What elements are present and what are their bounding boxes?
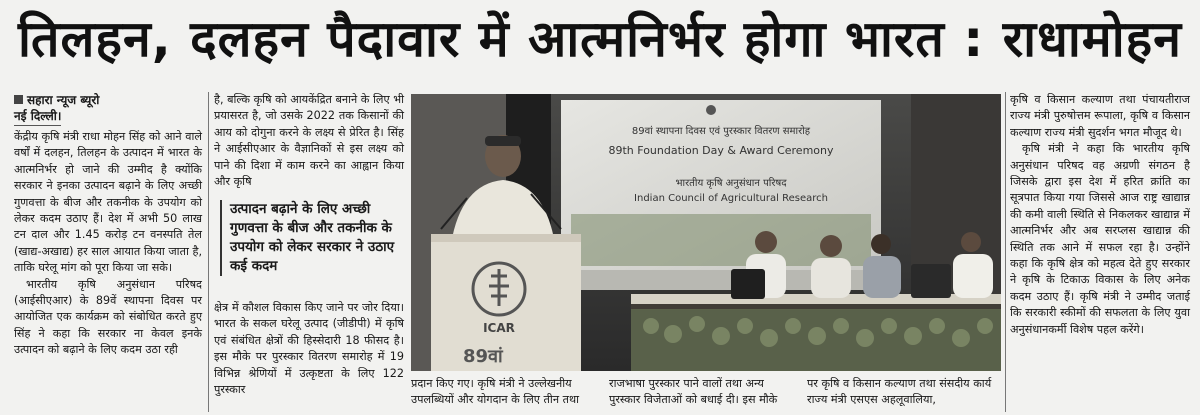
caption-1: प्रदान किए गए। कृषि मंत्री ने उल्लेखनीय उपलब्धियों और योगदान के लिए तीन तथा [411, 377, 580, 406]
podium [431, 234, 581, 371]
photo-illustration [411, 94, 1001, 371]
column-divider-3 [1005, 92, 1006, 412]
banner-line-3: भारतीय कृषि अनुसंधान परिषद [675, 178, 787, 189]
banner-line-2: 89th Foundation Day & Award Ceremony [608, 144, 834, 157]
podium-logo-text: ICAR [483, 321, 515, 335]
event-photo [411, 94, 1001, 371]
banner-line-1: 89वां स्थापना दिवस एवं पुरस्कार वितरण समारोह [631, 126, 811, 137]
banner-line-4: Indian Council of Agricultural Research [634, 193, 828, 204]
col1-paragraph-1: केंद्रीय कृषि मंत्री राधा मोहन सिंह को आने वाले वर्षों में दलहन, तिलहन के उत्पादन में भारत के आत्मनिर्भर हो जाने की उम्मीद है क्योंकि सरकार ने इनका उत्पादन बढ़ाने के लिए अच्छी गुणवत्ता के बीज और तकनीक के उपयोग को लेकर कदम उठाए हैं। देश में अभी 50 लाख टन दाल और 1.45 करोड़ टन वनस्पति तेल (खाद्य-अखाद्य) हर साल आयात किया जाता है, ताकि घरेलू मांग को पूरा किया जा सके। [14, 130, 202, 275]
caption-3: पर कृषि व किसान कल्याण तथा संसदीय कार्य राज्य मंत्री एसएस अहलूवालिया, [807, 377, 992, 406]
headline: तिलहन, दलहन पैदावार में आत्मनिर्भर होगा भारत : राधामोहन [18, 10, 1182, 68]
col4-paragraph-2: कृषि मंत्री ने कहा कि भारतीय कृषि अनुसंधान परिषद वह अग्रणी संगठन है जिसके द्वारा इस देश में हरित क्रांति का सूत्रपात किया गया जिससे आज राष्ट्र खाद्यान्न की कमी वाली स्थिति से निकलकर खाद्यान्न में आत्मनिर्भर और अब सरप्लस खाद्यान्न की स्थिति तक आने में सफल रहा है। उन्होंने कहा कि कृषि क्षेत्र को महत्व देते हुए सरकार ने कृषि के टिकाऊ विकास के लिए अनेक कदम उठाए हैं। कृषि मंत्री ने उम्मीद जताई कि सरकारी स्कीमों की सफलता के लिए युवा अनुसंधानकर्मी विशेष पहल करेंगे। [1010, 142, 1190, 336]
pull-quote: उत्पादन बढ़ाने के लिए अच्छी गुणवत्ता के बीज और तकनीक के उपयोग को लेकर सरकार ने उठाए कई कदम [220, 200, 412, 276]
column-divider-1 [208, 92, 209, 412]
dateline: नई दिल्ली। [14, 108, 61, 126]
column-2-top [214, 92, 404, 190]
podium-small-text: 89वां [463, 346, 503, 367]
byline [14, 92, 202, 108]
col2-paragraph-top: है, बल्कि कृषि को आयकेंद्रित बनाने के लिए भी प्रयासरत है, जो उसके 2022 तक किसानों की आय को दोगुना करने के लक्ष्य से प्रेरित है। सिंह ने आईसीएआर के वैज्ञानिकों से इस लक्ष्य को पाने की दिशा में काम करने का आह्वान किया और कृषि [214, 93, 404, 189]
square-bullet-icon [14, 95, 23, 104]
column-2-bottom [214, 300, 404, 398]
col4-paragraph-1: कृषि व किसान कल्याण तथा पंचायतीराज राज्य मंत्री पुरुषोत्तम रूपाला, कृषि व किसान कल्याण राज्य मंत्री सुदर्शन भगत मौजूद थे। [1010, 93, 1190, 139]
column-4 [1010, 92, 1190, 338]
caption-2: राजभाषा पुरस्कार पाने वालों तथा अन्य पुरस्कार विजेताओं को बधाई दी। इस मौके [609, 377, 778, 406]
col2-paragraph-bottom: क्षेत्र में कौशल विकास किए जाने पर जोर दिया। भारत के सकल घरेलू उत्पाद (जीडीपी) में कृषि एवं संबंधित क्षेत्रों की हिस्सेदारी 18 फीसद है। इस मौके पर पुरस्कार वितरण समारोह में 19 विभिन्न श्रेणियों में उत्कृष्टता के लिए 122 पुरस्कार [214, 301, 404, 397]
col1-paragraph-2: भारतीय कृषि अनुसंधान परिषद (आईसीएआर) के 89वें स्थापना दिवस पर आयोजित एक कार्यक्रम को संबोधित करते हुए सिंह ने कहा कि सरकार ना केवल इनके उत्पादन को बढ़ाने के लिए कदम उठा रही [14, 277, 202, 357]
column-1 [14, 92, 202, 359]
byline-text: सहारा न्यूज ब्यूरो [27, 93, 100, 107]
